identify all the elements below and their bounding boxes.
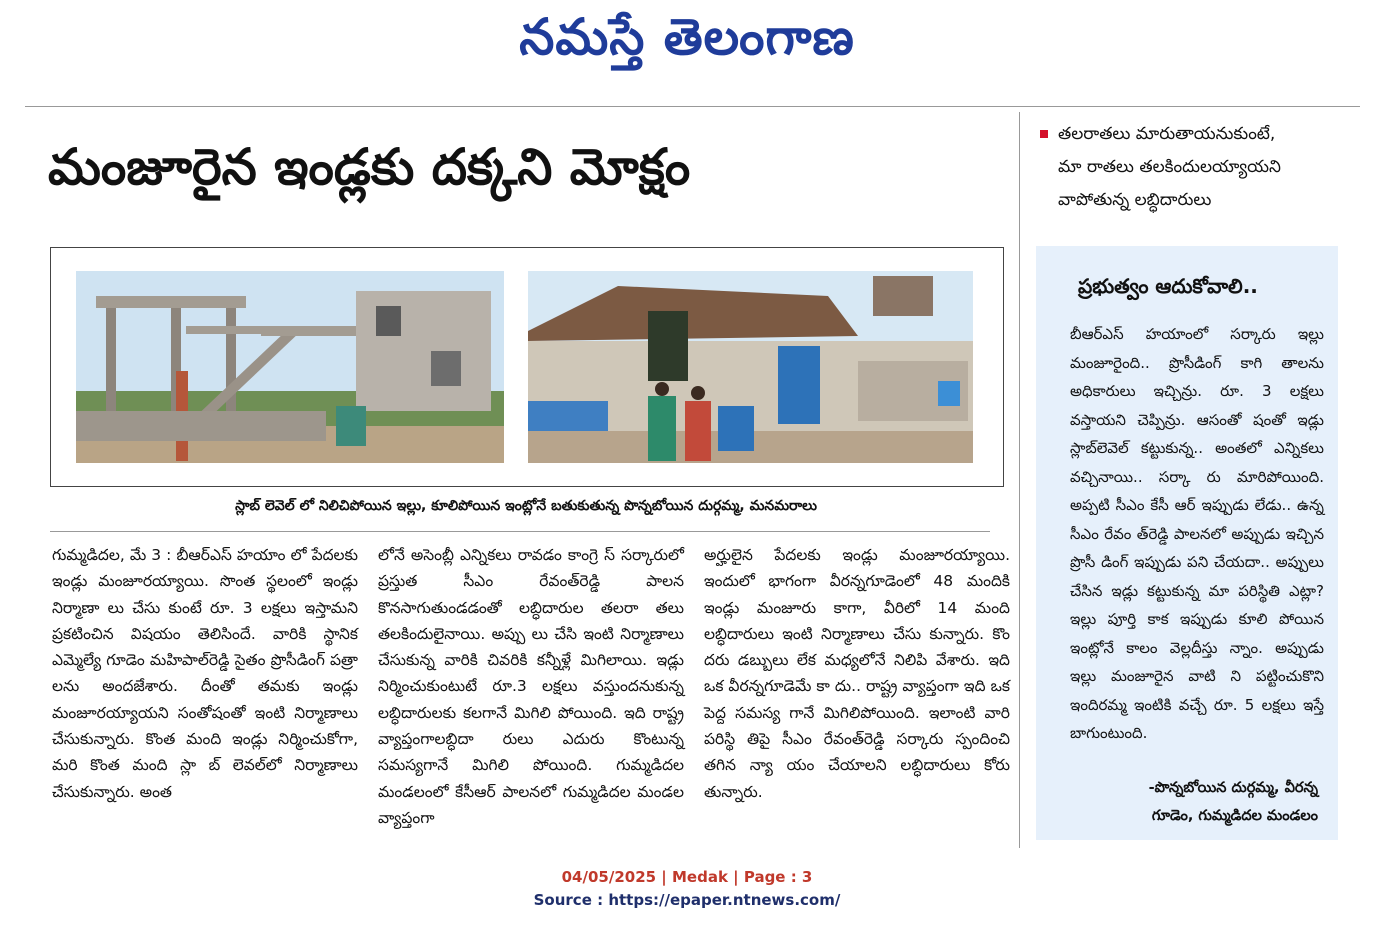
- caption-divider: [50, 531, 990, 532]
- footer-source-line: Source : https://epaper.ntnews.com/: [533, 891, 841, 909]
- highlight-line: మా రాతలు తలకిందులయ్యాయని: [1058, 157, 1281, 177]
- highlight-line: తలరాతలు మారుతాయనుకుంటే,: [1040, 118, 1340, 151]
- highlight-line: వాపోతున్న లబ్ధిదారులు: [1058, 190, 1212, 210]
- article-column-3: అర్హులైన పేదలకు ఇండ్లు మంజూరయ్యాయి. ఇందులో భాగంగా వీరన్నగూడెంలో 48 మందికి ఇండ్లు మంజూరు కాగా, వీరిలో 14 మంది లబ్ధిదారులు ఇంటి నిర్మాణాలు చేసు కున్నారు. కొం దరు డబ్బులు లేక మధ్యలోనే నిలిపి వేశారు. ఇది ఒక వీరన్నగూడెమే కా దు.. రాష్ట్ర వ్యాప్తంగా ఇది ఒక పెద్ద సమస్య గానే మిగిలిపోయింది. ఇలాంటి వారి పరిస్థి తిపై సీఎం రేవంత్‌రెడ్డి సర్కారు స్పందించి తగిన న్యా యం చేయాలని లబ్ధిదారులు కోరు తున్నారు.: [704, 546, 1010, 801]
- collapsed-house-photo: [528, 271, 973, 463]
- photo-caption: స్లాబ్ లెవెల్ లో నిలిచిపోయిన ఇల్లు, కూలిపోయిన ఇంట్లోనే బతుకుతున్న పొన్నబోయిన దుర్గమ్మ, మనమరాలు: [235, 498, 817, 514]
- newspaper-masthead: నమస్తే తెలంగాణ: [519, 8, 855, 66]
- top-divider: [25, 106, 1360, 107]
- footer-date-line: 04/05/2025 | Medak | Page : 3: [561, 868, 813, 886]
- column-divider-vertical: [1019, 112, 1020, 848]
- article-column-1: గుమ్మడిదల, మే 3 : బీఆర్ఎస్ హయాం లో పేదలకు ఇండ్లు మంజూరయ్యాయి. సొంత స్థలంలో ఇండ్లు నిర్మాణా లు చేసు కుంటే రూ. 3 లక్షలు ఇస్తామని ప్రకటించిన విషయం తెలిసిందే. వారికి స్థానిక ఎమ్మెల్యే గూడెం మహిపాల్‌రెడ్డి సైతం ప్రొసీడింగ్ పత్రా లను అందజేశారు. దీంతో తమకు ఇండ్లు మంజూరయ్యాయని సంతోషంతో ఇంటి నిర్మాణాలు చేసుకున్నారు. కొంత మంది ఇండ్లు నిర్మించుకోగా, మరి కొంత మంది స్లా బ్ లెవల్‌లో నిర్మాణాలు చేసుకున్నారు. అంత: [52, 546, 358, 801]
- sidebar-body: బీఆర్ఎస్ హయాంలో సర్కారు ఇల్లు మంజూరైంది.. ప్రొసీడింగ్ కాగి తాలను అధికారులు ఇచ్చిన్రు. రూ. 3 లక్షలు వస్తాయని చెప్పిన్రు. ఆసంతో షంతో ఇడ్లు స్లాబ్‌లెవెల్ కట్టుకున్న.. అంతలో ఎన్నికలు వచ్చినాయి.. సర్కా రు మారిపోయింది. అప్పటి సీఎం కేసీ ఆర్ ఇప్పుడు లేడు.. ఉన్న సీఎం రేవం త్‌రెడ్డి పాలనలో అప్పుడు ఇచ్చిన ప్రొసీ డింగ్ ఇప్పుడు పని చేయదా.. అప్పులు చేసిన ఇడ్లు కట్టుకున్న మా పరిస్థితి ఎట్లా? ఇల్లు పూర్తి కాక ఇప్పుడు కూలి పోయిన ఇంట్లోనే కాలం వెల్లదీస్తు న్నాం. అప్పుడు ఇల్లు మంజూరైన వాటి ని పట్టించుకొని ఇందిరమ్మ ఇంటికి వచ్చే రూ. 5 లక్షలు ఇస్తే బాగుంటుంది.: [1070, 325, 1324, 742]
- article-headline: మంజూరైన ఇండ్లకు దక్కని మోక్షం: [48, 138, 691, 196]
- under-construction-house-photo: [76, 271, 504, 463]
- sidebar-title: ప్రభుత్వం ఆదుకోవాలి..: [1078, 274, 1258, 298]
- article-highlights: [1040, 118, 1340, 217]
- quote-sidebar: [1036, 246, 1338, 840]
- article-column-2: లోనే అసెంబ్లీ ఎన్నికలు రావడం కాంగ్రె స్ సర్కారులో ప్రస్తుత సీఎం రేవంత్‌రెడ్డి పాలన కొనసాగుతుండడంతో లబ్ధిదారుల తలరా తలు తలకిందులైనాయి. అప్పు లు చేసి ఇంటి నిర్మాణాలు చేసుకున్న వారికి చివరికి కన్నీళ్లే మిగిలాయి. ఇడ్లు నిర్మించుకుంటుటే రూ.3 లక్షలు వస్తుందనుకున్న లబ్ధిదారులకు కలగానే మిగిలి పోయింది. ఇది రాష్ట్ర వ్యాప్తంగాలబ్ధిదా రులు ఎదురు కొంటున్న సమస్యగానే మిగిలి పోయింది. గుమ్మడిదల మండలంలో కేసీఆర్ పాలనలో గుమ్మడిదల మండల వ్యాప్తంగా: [378, 546, 684, 827]
- bullet-icon: [1040, 130, 1048, 138]
- photo-frame: [50, 247, 1004, 487]
- sidebar-signature: -పొన్నబోయిన దుర్గమ్మ, వీరన్న గూడెం, గుమ్మడిదల మండలం: [1148, 780, 1318, 824]
